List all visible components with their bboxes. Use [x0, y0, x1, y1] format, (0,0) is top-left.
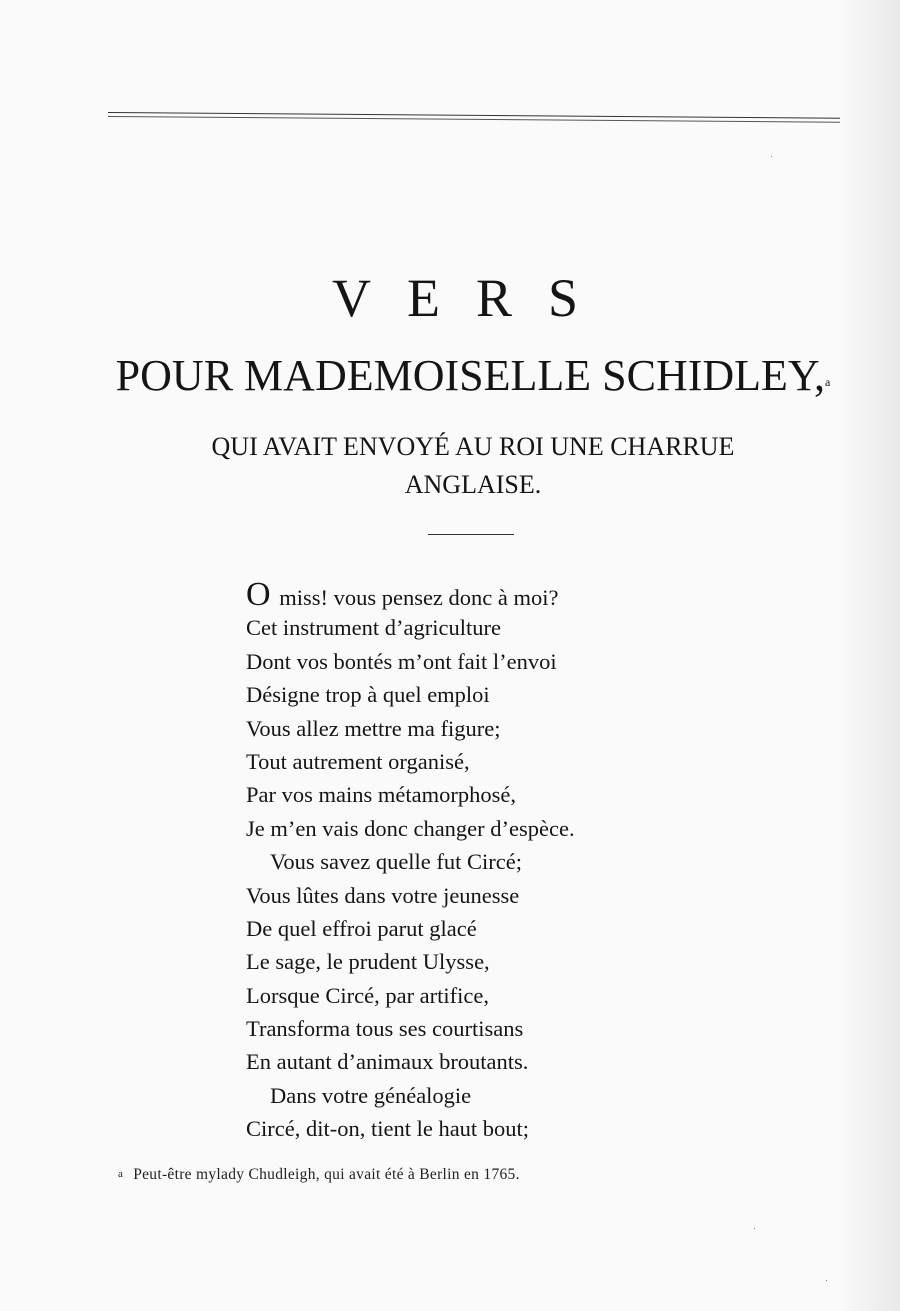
poem-line: O miss! vous pensez donc à moi? — [246, 576, 559, 613]
paper-speck — [826, 1280, 827, 1281]
poem-line: Cet instrument d’agriculture — [246, 615, 501, 641]
poem-line: Dans votre généalogie — [270, 1082, 472, 1108]
poem-line: Désigne trop à quel emploi — [246, 682, 490, 708]
poem-line: De quel effroi parut glacé — [246, 915, 477, 941]
footnote — [118, 1166, 520, 1184]
poem-line: Dont vos bontés m’ont fait l’envoi — [246, 648, 557, 674]
header-double-rule — [108, 112, 840, 120]
poem-line: Vous savez quelle fut Circé; — [270, 849, 523, 875]
poem-line: Vous lûtes dans votre jeunesse — [246, 882, 520, 908]
poem-dedication — [0, 428, 900, 504]
poem-line: Par vos mains métamorphosé, — [246, 782, 516, 808]
footnote-mark: a — [118, 1168, 124, 1180]
poem-subtitle — [0, 348, 900, 404]
poem-subtitle-text: POUR MADEMOISELLE SCHIDLEY, — [115, 351, 825, 400]
paper-speck — [771, 156, 772, 157]
footnote-text: Peut-être mylady Chudleigh, qui avait été à Berlin en 1765. — [133, 1166, 520, 1183]
poem-line: Le sage, le prudent Ulysse, — [246, 949, 490, 975]
poem-title: VERS — [331, 268, 615, 328]
section-divider — [428, 534, 514, 535]
dedication-line-1: QUI AVAIT ENVOYÉ AU ROI UNE CHARRUE — [211, 432, 735, 461]
poem-line: Tout autrement organisé, — [246, 748, 470, 774]
poem-line: En autant d’animaux broutants. — [246, 1049, 529, 1075]
poem-body — [246, 578, 846, 1146]
dedication-line-2: ANGLAISE. — [404, 470, 542, 499]
page-edge-shadow — [840, 0, 900, 1311]
poem-line: Vous allez mettre ma figure; — [246, 715, 501, 741]
poem-line: Circé, dit-on, tient le haut bout; — [246, 1116, 530, 1142]
drop-initial: O — [246, 576, 271, 613]
poem-line: Lorsque Circé, par artifice, — [246, 982, 490, 1008]
poem-line: Transforma tous ses courtisans — [246, 1016, 524, 1042]
poem-line: Je m’en vais donc changer d’espèce. — [246, 815, 575, 841]
paper-speck — [754, 1228, 755, 1229]
footnote-reference: a — [825, 375, 831, 389]
